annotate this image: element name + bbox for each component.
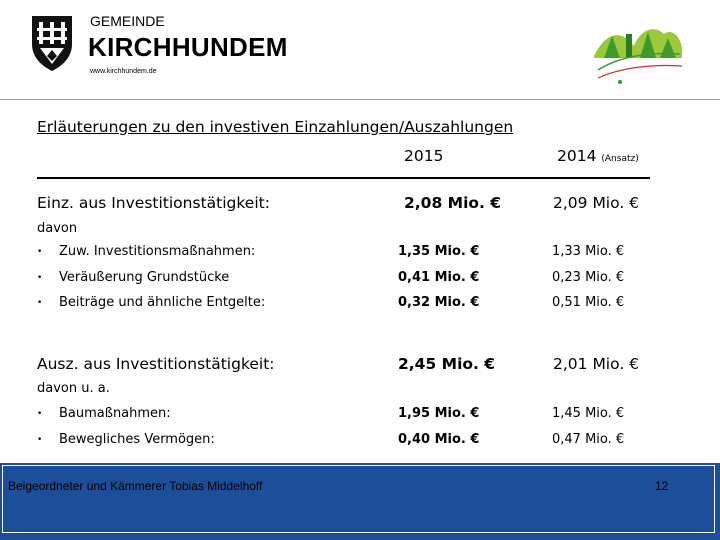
list-bullet: • <box>37 298 43 308</box>
expense-item-label: Baumaßnahmen: <box>59 406 171 421</box>
income-total-label: Einz. aus Investitionstätigkeit: <box>37 194 270 212</box>
income-total-2015: 2,08 Mio. € <box>404 194 502 212</box>
column-header-2015: 2015 <box>404 147 444 165</box>
list-bullet: • <box>37 435 43 445</box>
expense-total-label: Ausz. aus Investitionstätigkeit: <box>37 355 275 373</box>
expense-subheading: davon u. a. <box>37 381 110 396</box>
income-item-2014: 0,23 Mio. € <box>552 270 625 285</box>
income-total-2014: 2,09 Mio. € <box>553 194 640 212</box>
column-header-note: (Ansatz) <box>601 154 639 164</box>
income-item-label: Veräußerung Grundstücke <box>59 270 230 285</box>
footer-presenter: Beigeordneter und Kämmerer Tobias Middelhoff <box>8 479 263 493</box>
list-bullet: • <box>37 247 43 257</box>
expense-item-label: Bewegliches Vermögen: <box>59 432 215 447</box>
income-subheading: davon <box>37 221 78 236</box>
list-bullet: • <box>37 409 43 419</box>
expense-total-2014: 2,01 Mio. € <box>553 355 640 373</box>
expense-item-2015: 1,95 Mio. € <box>398 406 480 421</box>
expense-item-2014: 1,45 Mio. € <box>552 406 625 421</box>
column-header-2014: 2014 (Ansatz) <box>557 147 639 165</box>
list-bullet: • <box>37 273 43 283</box>
rothaarsteig-logo <box>590 18 686 90</box>
expense-item-2015: 0,40 Mio. € <box>398 432 480 447</box>
income-item-2014: 0,51 Mio. € <box>552 295 625 310</box>
org-url[interactable]: www.kirchhundem.de <box>90 68 157 75</box>
income-item-2015: 1,35 Mio. € <box>398 244 480 259</box>
page-number: 12 <box>655 479 669 493</box>
income-item-label: Zuw. Investitionsmaßnahmen: <box>59 244 256 259</box>
income-item-2014: 1,33 Mio. € <box>552 244 625 259</box>
footer-frame <box>2 465 715 533</box>
org-label: GEMEINDE <box>90 13 165 29</box>
slide-title: Erläuterungen zu den investiven Einzahlungen/Auszahlungen <box>37 118 514 136</box>
municipality-crest-logo <box>30 14 74 72</box>
income-item-2015: 0,41 Mio. € <box>398 270 480 285</box>
org-name: KIRCHHUNDEM <box>88 32 288 62</box>
column-header-separator <box>37 177 650 179</box>
header-divider <box>0 99 720 100</box>
expense-item-2014: 0,47 Mio. € <box>552 432 625 447</box>
income-item-label: Beiträge und ähnliche Entgelte: <box>59 295 266 310</box>
income-item-2015: 0,32 Mio. € <box>398 295 480 310</box>
expense-total-2015: 2,45 Mio. € <box>398 355 496 373</box>
